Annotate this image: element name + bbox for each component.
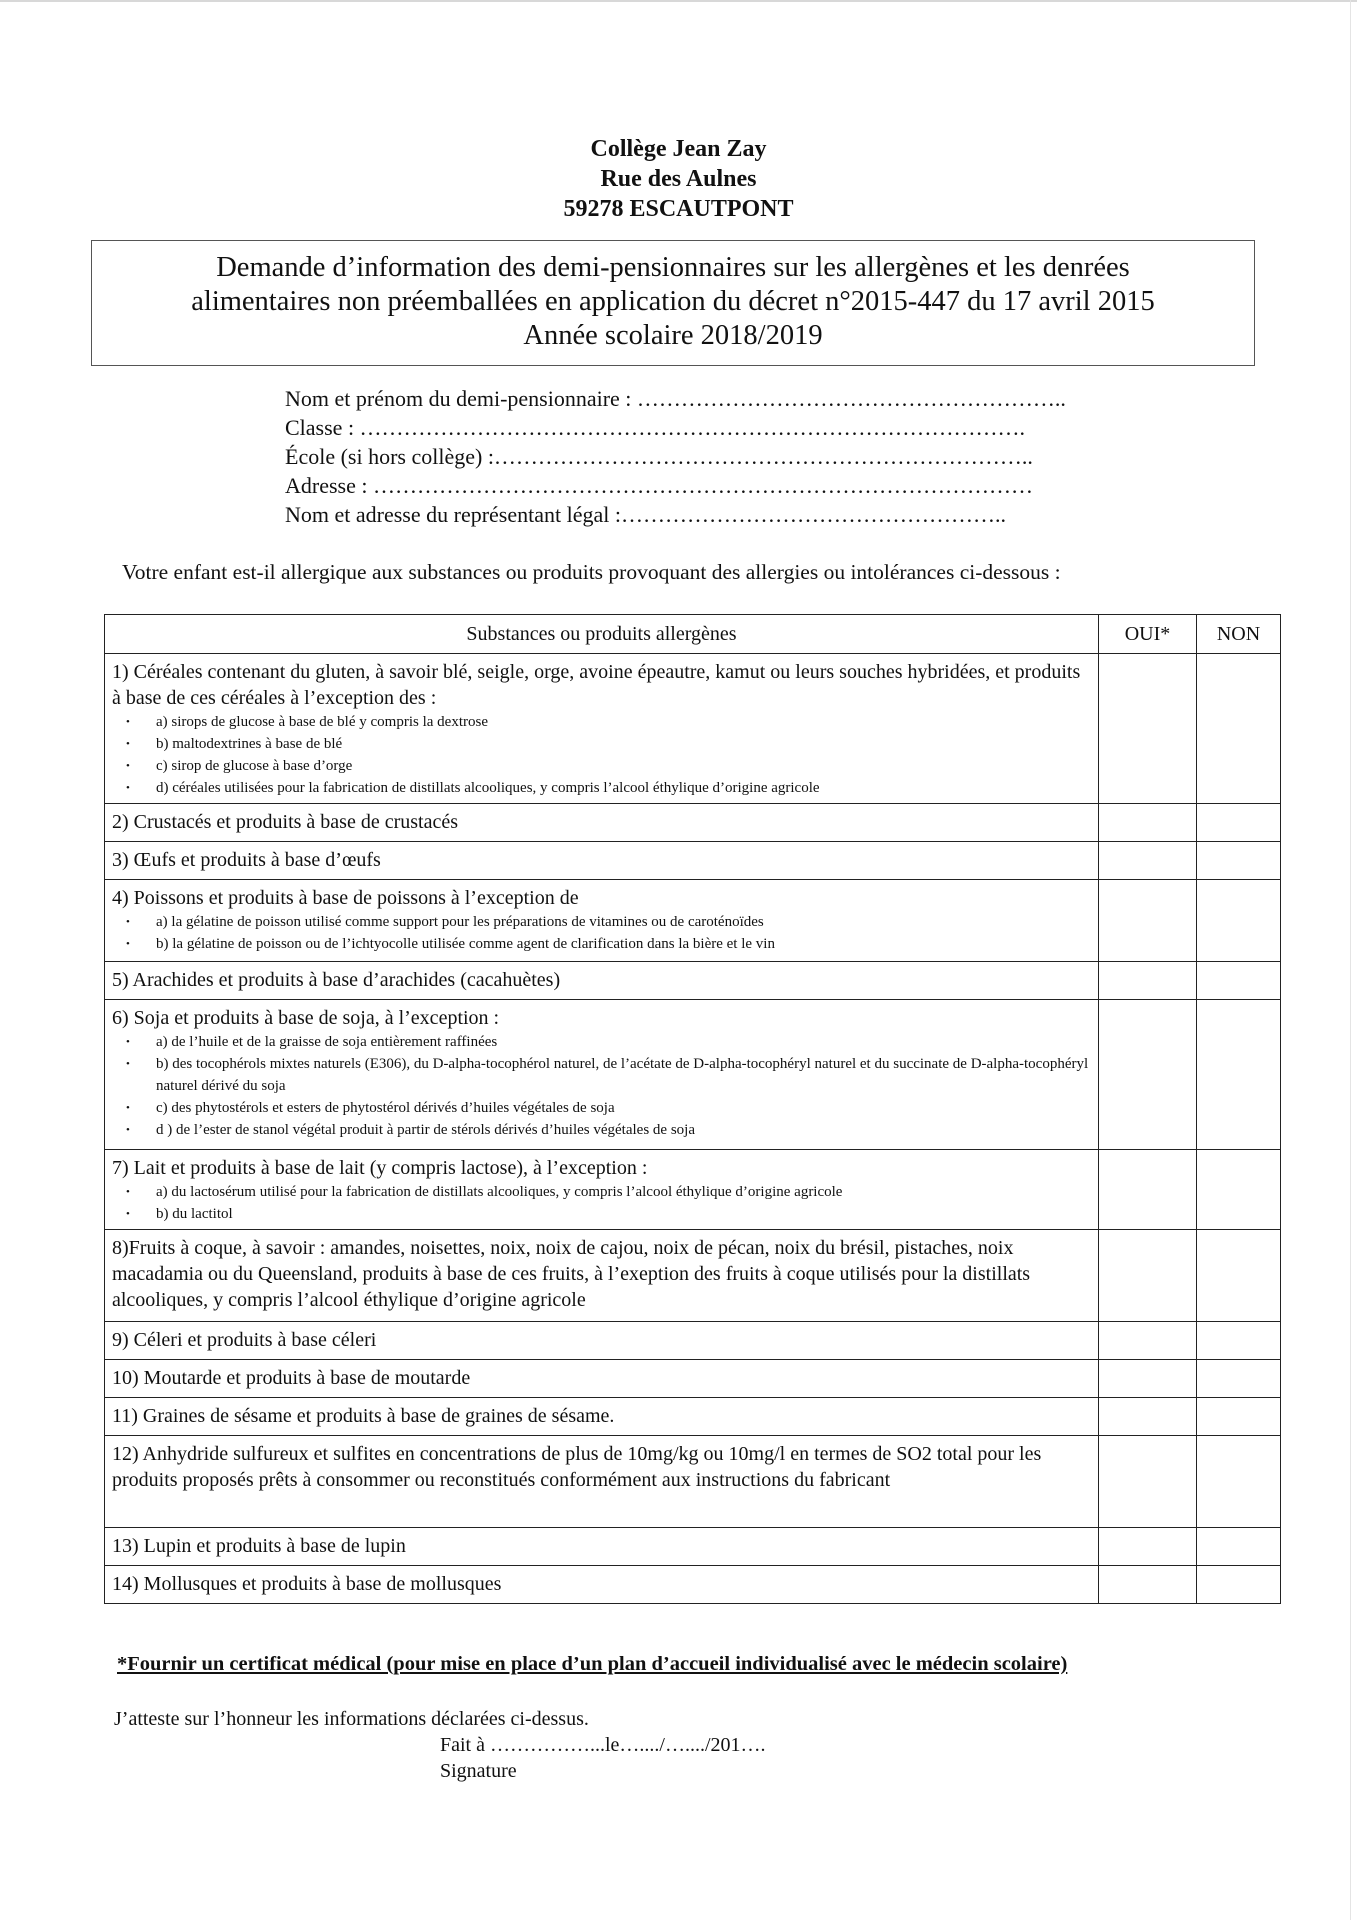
allergen-label: 2) Crustacés et produits à base de crustacés [112,811,458,833]
allergen-label: 12) Anhydride sulfureux et sulfites en concentrations de plus de 10mg/kg ou 10mg/l en termes de SO2 total pour les produits proposés prêts à consommer ou reconstitués conformément aux instructions du fabricant [112,1443,1042,1491]
allergen-label: 11) Graines de sésame et produits à base de graines de sésame. [112,1405,615,1427]
form-title-line-2: alimentaires non préemballées en application du décret n°2015-447 du 17 avril 2015 [191,286,1155,317]
non-checkbox-cell[interactable] [1197,1436,1281,1528]
exception-item: • a) sirops de glucose à base de blé y compris la dextrose [156,711,1092,733]
allergen-cell [105,1322,1099,1360]
signature-label: Signature [440,1760,517,1782]
oui-checkbox-cell[interactable] [1099,1322,1197,1360]
allergen-cell [105,1528,1099,1566]
field-legal-guardian[interactable]: Nom et adresse du représentant légal :…………………………………………….. [285,502,1006,527]
table-row [105,654,1281,804]
non-checkbox-cell[interactable] [1197,880,1281,962]
oui-checkbox-cell[interactable] [1099,880,1197,962]
exception-item: • d ) de l’ester de stanol végétal produit à partir de stérols dérivés d’huiles végétales de soja [156,1119,1092,1141]
allergen-label: 10) Moutarde et produits à base de moutarde [112,1367,471,1389]
allergen-label: 14) Mollusques et produits à base de mollusques [112,1573,502,1595]
allergen-table [104,614,1281,1604]
oui-checkbox-cell[interactable] [1099,1566,1197,1604]
form-title-line-1: Demande d’information des demi-pensionnaires sur les allergènes et les denrées [216,252,1130,283]
exception-item: • c) des phytostérols et esters de phytostérol dérivés d’huiles végétales de soja [156,1097,1092,1119]
header-non: NON [1197,615,1281,654]
exception-list [112,1031,1092,1141]
non-checkbox-cell[interactable] [1197,842,1281,880]
scan-top-edge [0,0,1357,2]
allergen-label: 5) Arachides et produits à base d’arachides (cacahuètes) [112,969,561,991]
attestation-text: J’atteste sur l’honneur les informations déclarées ci-dessus. [114,1708,589,1730]
non-checkbox-cell[interactable] [1197,1000,1281,1150]
allergen-label: 6) Soja et produits à base de soja, à l’exception : [112,1007,500,1029]
non-checkbox-cell[interactable] [1197,1360,1281,1398]
oui-checkbox-cell[interactable] [1099,804,1197,842]
exception-item: • c) sirop de glucose à base d’orge [156,755,1092,777]
non-checkbox-cell[interactable] [1197,1566,1281,1604]
school-year: Année scolaire 2018/2019 [523,320,823,351]
allergen-label: 3) Œufs et produits à base d’œufs [112,849,381,871]
allergen-cell [105,842,1099,880]
place-date-field[interactable]: Fait à ……………...le…..../…..../201…. [440,1734,766,1756]
allergen-label: 1) Céréales contenant du gluten, à savoir blé, seigle, orge, avoine épeautre, kamut ou leurs souches hybridées, et produits à base de ces céréales à l’exception des : [112,661,1081,709]
non-checkbox-cell[interactable] [1197,962,1281,1000]
exception-item: • d) céréales utilisées pour la fabrication de distillats alcooliques, y compris l’alcool éthylique d’origine agricole [156,777,1092,799]
allergen-cell [105,962,1099,1000]
table-header-row [105,615,1281,654]
table-row [105,1436,1281,1528]
allergen-cell [105,1150,1099,1230]
school-name: Collège Jean Zay [590,136,767,162]
non-checkbox-cell[interactable] [1197,1322,1281,1360]
field-student-name[interactable]: Nom et prénom du demi-pensionnaire : ………………………………………………….. [285,386,1066,411]
exception-list [112,1181,1092,1225]
allergen-cell [105,1566,1099,1604]
allergy-question: Votre enfant est-il allergique aux substances ou produits provoquant des allergies ou intolérances ci-dessous : [122,560,1061,584]
table-row [105,880,1281,962]
exception-list [112,911,1092,955]
field-class[interactable]: Classe : ………………………………………………………………………………. [285,415,1026,440]
table-row [105,1360,1281,1398]
table-row [105,1230,1281,1322]
allergen-cell [105,804,1099,842]
medical-certificate-note: *Fournir un certificat médical (pour mise en place d’un plan d’accueil individualisé avec le médecin scolaire) [117,1653,1068,1675]
non-checkbox-cell[interactable] [1197,1230,1281,1322]
identity-fields [285,384,1066,529]
header-substances: Substances ou produits allergènes [105,615,1099,654]
table-row [105,1528,1281,1566]
table-row [105,1566,1281,1604]
oui-checkbox-cell[interactable] [1099,962,1197,1000]
table-row [105,842,1281,880]
school-street: Rue des Aulnes [600,166,757,192]
allergen-label: 4) Poissons et produits à base de poissons à l’exception de [112,887,579,909]
oui-checkbox-cell[interactable] [1099,654,1197,804]
oui-checkbox-cell[interactable] [1099,1150,1197,1230]
allergen-rows [105,654,1281,1604]
exception-item: • b) du lactitol [156,1203,1092,1225]
allergen-cell [105,880,1099,962]
school-city: 59278 ESCAUTPONT [563,196,794,222]
table-row [105,1150,1281,1230]
exception-item: • a) du lactosérum utilisé pour la fabrication de distillats alcooliques, y compris l’alcool éthylique d’origine agricole [156,1181,1092,1203]
table-row [105,962,1281,1000]
header-oui: OUI* [1099,615,1197,654]
oui-checkbox-cell[interactable] [1099,1436,1197,1528]
scan-right-edge [1350,0,1351,1920]
allergen-cell [105,1398,1099,1436]
allergen-cell [105,1360,1099,1398]
oui-checkbox-cell[interactable] [1099,1000,1197,1150]
allergen-label: 13) Lupin et produits à base de lupin [112,1535,406,1557]
table-row [105,1322,1281,1360]
exception-item: • b) des tocophérols mixtes naturels (E306), du D-alpha-tocophérol naturel, de l’acétate de D-alpha-tocophéryl naturel et du succinate de D-alpha-tocophéryl naturel dérivé du soja [156,1053,1092,1097]
form-title-box [91,240,1255,366]
oui-checkbox-cell[interactable] [1099,1398,1197,1436]
non-checkbox-cell[interactable] [1197,1528,1281,1566]
allergen-cell [105,1000,1099,1150]
non-checkbox-cell[interactable] [1197,654,1281,804]
field-school[interactable]: École (si hors collège) :……………………………………………………………….. [285,444,1033,469]
allergen-label: 8)Fruits à coque, à savoir : amandes, noisettes, noix, noix de cajou, noix de pécan, noix du brésil, pistaches, noix macadamia ou du Queensland, produits à base de ces fruits, à l’exeption des fruits à coque utilisés pour la distillats alcooliques, y compris l’alcool éthylique d’origine agricole [112,1237,1031,1311]
table-row [105,1000,1281,1150]
exception-item: • b) la gélatine de poisson ou de l’ichtyocolle utilisée comme agent de clarification dans la bière et le vin [156,933,1092,955]
oui-checkbox-cell[interactable] [1099,842,1197,880]
allergen-label: 7) Lait et produits à base de lait (y compris lactose), à l’exception : [112,1157,648,1179]
allergen-cell [105,1230,1099,1322]
allergen-label: 9) Céleri et produits à base céleri [112,1329,377,1351]
exception-item: • a) la gélatine de poisson utilisé comme support pour les préparations de vitamines ou de caroténoïdes [156,911,1092,933]
allergen-cell [105,1436,1099,1528]
field-address[interactable]: Adresse : ……………………………………………………………………………… [285,473,1033,498]
table-row [105,1398,1281,1436]
oui-checkbox-cell[interactable] [1099,1528,1197,1566]
school-header [0,134,1357,224]
table-row [105,804,1281,842]
non-checkbox-cell[interactable] [1197,1398,1281,1436]
exception-item: • a) de l’huile et de la graisse de soja entièrement raffinées [156,1031,1092,1053]
oui-checkbox-cell[interactable] [1099,1230,1197,1322]
non-checkbox-cell[interactable] [1197,1150,1281,1230]
non-checkbox-cell[interactable] [1197,804,1281,842]
allergen-cell [105,654,1099,804]
exception-item: • b) maltodextrines à base de blé [156,733,1092,755]
oui-checkbox-cell[interactable] [1099,1360,1197,1398]
exception-list [112,711,1092,799]
